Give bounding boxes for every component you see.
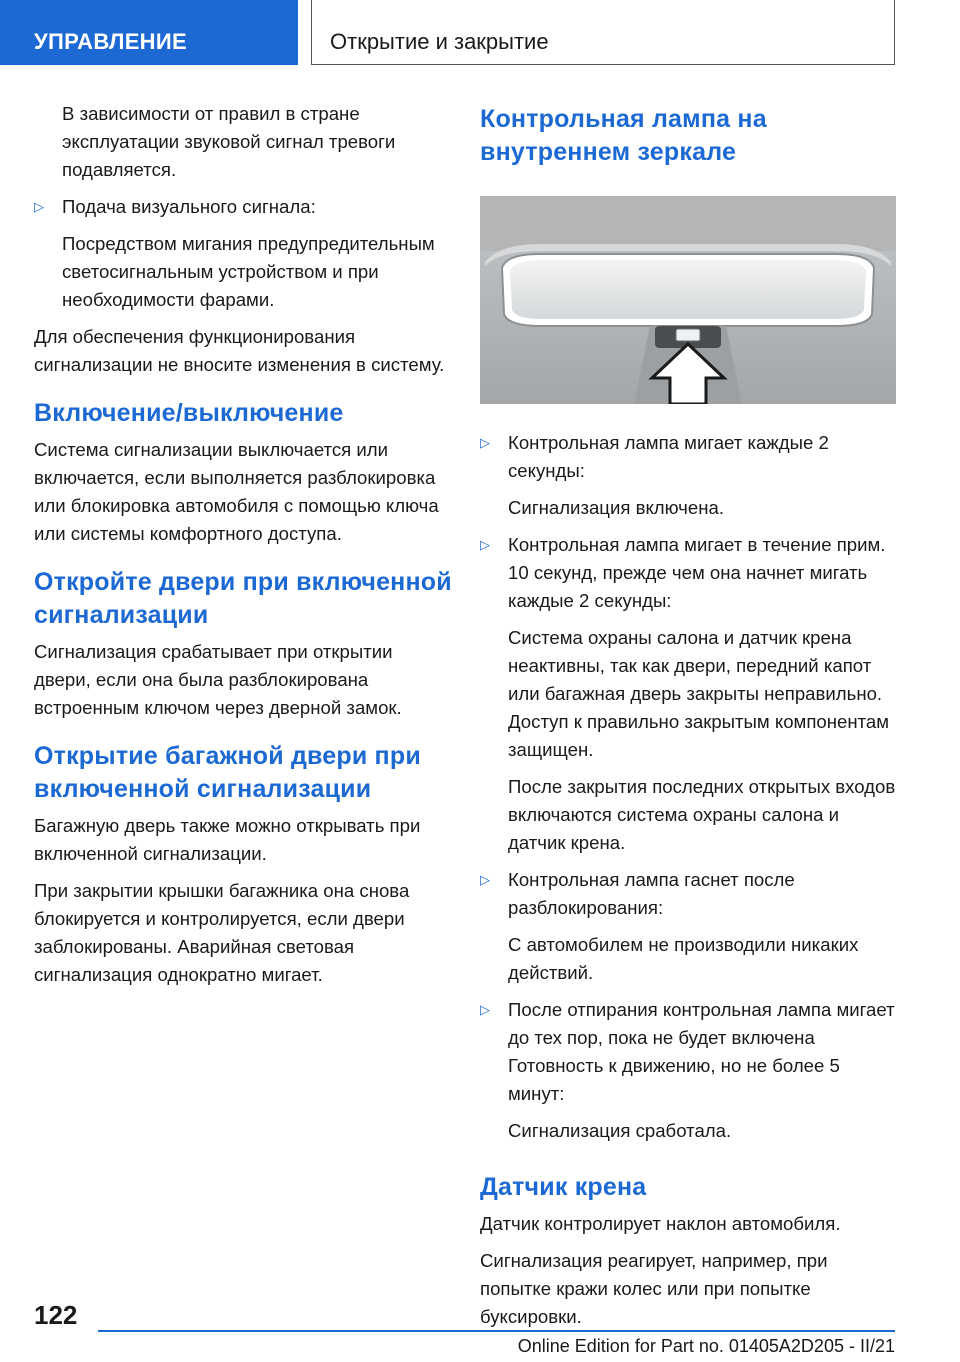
page-number: 122 — [34, 1300, 78, 1330]
paragraph: Для обеспечения функционирования сигнализации не вносите изменения в систему. — [34, 326, 445, 375]
mirror-illustration — [480, 196, 896, 404]
list-item-description: Сигнализация включена. — [508, 497, 724, 518]
list-item: ▷ После отпирания контрольная лампа мигает до тех пор, пока не будет включена Готовность к движению, но не более 5 минут: — [480, 996, 898, 1108]
list-item-description: После закрытия последних открытых входов включаются система охраны салона и датчик крена. — [508, 776, 896, 853]
edition-note: Online Edition for Part no. 01405A2D205 - II/21 — [517, 1336, 895, 1356]
section-heading: Датчик крена — [480, 1173, 647, 1201]
list-item-description: Система охраны салона и датчик крена неактивны, так как двери, передний капот или багажная дверь закрыты неправильно. Доступ к правильно закрытым компонентам защищен. — [508, 627, 890, 760]
paragraph: Сигнализация реагирует, например, при попытке кражи колес или при попытке буксировки. — [480, 1250, 828, 1327]
header-section-title: УПРАВЛЕНИЕ — [0, 0, 298, 65]
section-heading: Контрольная лампа на внутреннем зеркале — [480, 105, 767, 166]
right-column — [480, 103, 898, 1340]
list-item-description: Посредством мигания предупредительным светосигнальным устройством и при необходимости фарами. — [62, 233, 435, 310]
section-heading: Включение/выключение — [34, 399, 344, 427]
header-topic-title: Открытие и закрытие — [311, 0, 895, 65]
paragraph: Датчик контролирует наклон автомобиля. — [480, 1213, 841, 1234]
list-item: ▷ Контрольная лампа гаснет после разблокирования: — [480, 866, 898, 922]
section-heading: Открытие багажной двери при включенной сигнализации — [34, 742, 421, 803]
paragraph: Багажную дверь также можно открывать при включенной сигнализации. — [34, 815, 421, 864]
paragraph: Сигнализация срабатывает при открытии двери, если она была разблокирована встроенным ключом через дверной замок. — [34, 641, 402, 718]
list-item: ▷ Контрольная лампа мигает каждые 2 секунды: — [480, 429, 898, 485]
paragraph: При закрытии крышки багажника она снова блокируется и контролируется, если двери заблокированы. Аварийная световая сигнализация однократно мигает. — [34, 880, 410, 985]
mirror-image — [480, 196, 896, 404]
paragraph: Система сигнализации выключается или включается, если выполняется разблокировка или блокировка автомобиля с помощью ключа или системы комфортного доступа. — [34, 439, 439, 544]
list-item: ▷ Подача визуального сигнала: — [34, 193, 452, 221]
list-item: ▷ Контрольная лампа мигает в течение прим. 10 секунд, прежде чем она начнет мигать каждые 2 секунды: — [480, 531, 898, 615]
list-item-description: Сигнализация сработала. — [508, 1120, 732, 1141]
paragraph: В зависимости от правил в стране эксплуатации звуковой сигнал тревоги подавляется. — [62, 103, 396, 180]
section-heading: Откройте двери при включенной сигнализации — [34, 568, 452, 629]
list-item-description: С автомобилем не производили никаких действий. — [508, 934, 859, 983]
footer-divider — [98, 1330, 895, 1332]
left-column — [34, 100, 452, 998]
